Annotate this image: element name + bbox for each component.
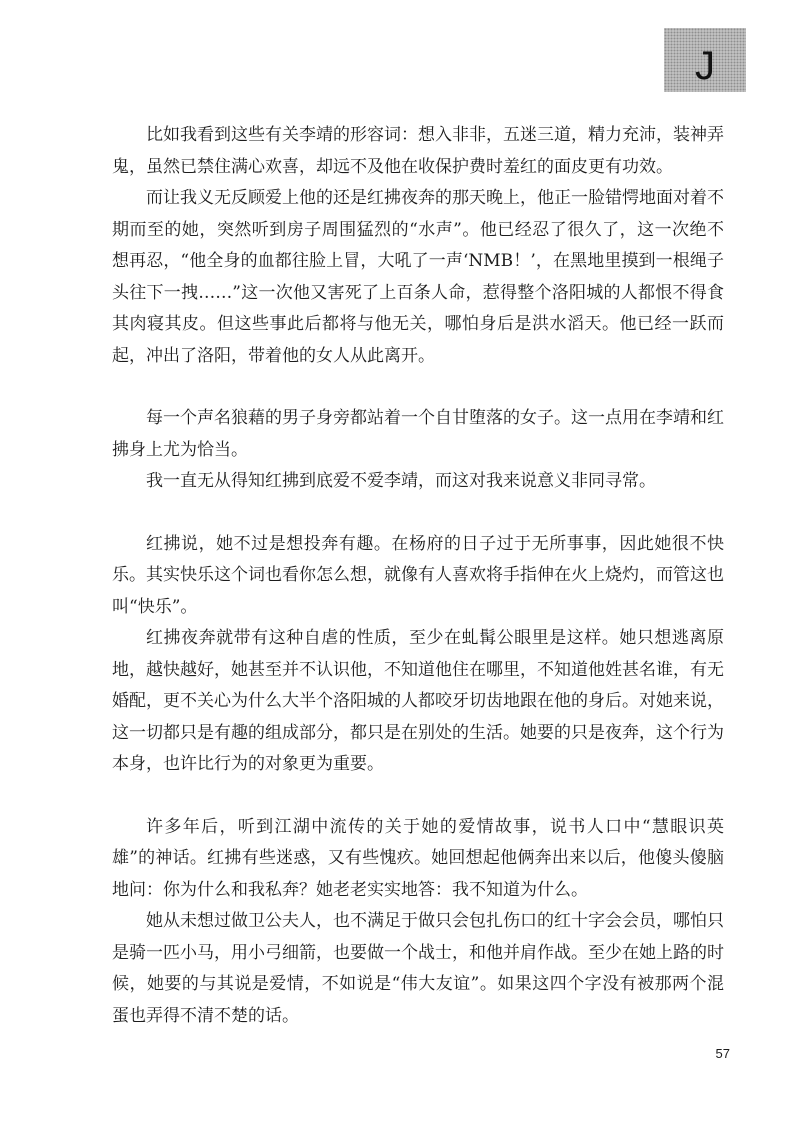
paragraph: 每一个声名狼藉的男子身旁都站着一个自甘堕落的女子。这一点用在李靖和红拂身上尤为恰当。 [112, 408, 724, 460]
article-body [112, 120, 724, 1032]
paragraph: 她从未想过做卫公夫人，也不满足于做只会包扎伤口的红十字会会员，哪怕只是骑一匹小马，用小弓细箭，也要做一个战士，和他并肩作战。至少在她上路的时候，她要的与其说是爱情，不如说是“伟大友谊”。如果这四个字没有被那两个混蛋也弄得不清不楚的话。 [112, 911, 724, 1026]
section-tab [664, 28, 746, 92]
page-number: 57 [715, 1046, 730, 1061]
paragraph: 许多年后，听到江湖中流传的关于她的爱情故事，说书人口中“慧眼识英雄”的神话。红拂有些迷惑，又有些愧疚。她回想起他俩奔出来以后，他傻头傻脑地问：你为什么和我私奔？她老老实实地答：我不知道为什么。 [112, 816, 724, 900]
paragraph: 红拂夜奔就带有这种自虐的性质，至少在虬髯公眼里是这样。她只想逃离原地，越快越好，她甚至并不认识他，不知道他住在哪里，不知道他姓甚名谁，有无婚配，更不关心为什么大半个洛阳城的人都咬牙切齿地跟在他的身后。对她来说，这一切都只是有趣的组成部分，都只是在别处的生活。她要的只是夜奔，这个行为本身，也许比行为的对象更为重要。 [112, 628, 724, 774]
paragraph: 而让我义无反顾爱上他的还是红拂夜奔的那天晚上，他正一脸错愕地面对着不期而至的她，突然听到房子周围猛烈的“水声”。他已经忍了很久了，这一次绝不想再忍，“他全身的血都往脸上冒，大吼了一声‘NMB！’，在黑地里摸到一根绳子头往下一拽……”这一次他又害死了上百条人命，惹得整个洛阳城的人都恨不得食其肉寝其皮。但这些事此后都将与他无关，哪怕身后是洪水滔天。他已经一跃而起，冲出了洛阳，带着他的女人从此离开。 [112, 188, 724, 366]
section-letter: J [695, 44, 715, 88]
paragraph: 比如我看到这些有关李靖的形容词：想入非非，五迷三道，精力充沛，装神弄鬼，虽然已禁住满心欢喜，却远不及他在收保护费时羞红的面皮更有功效。 [112, 125, 724, 177]
paragraph: 红拂说，她不过是想投奔有趣。在杨府的日子过于无所事事，因此她很不快乐。其实快乐这个词也看你怎么想，就像有人喜欢将手指伸在火上烧灼，而管这也叫“快乐”。 [112, 533, 724, 617]
paragraph: 我一直无从得知红拂到底爱不爱李靖，而这对我来说意义非同寻常。 [146, 471, 656, 491]
